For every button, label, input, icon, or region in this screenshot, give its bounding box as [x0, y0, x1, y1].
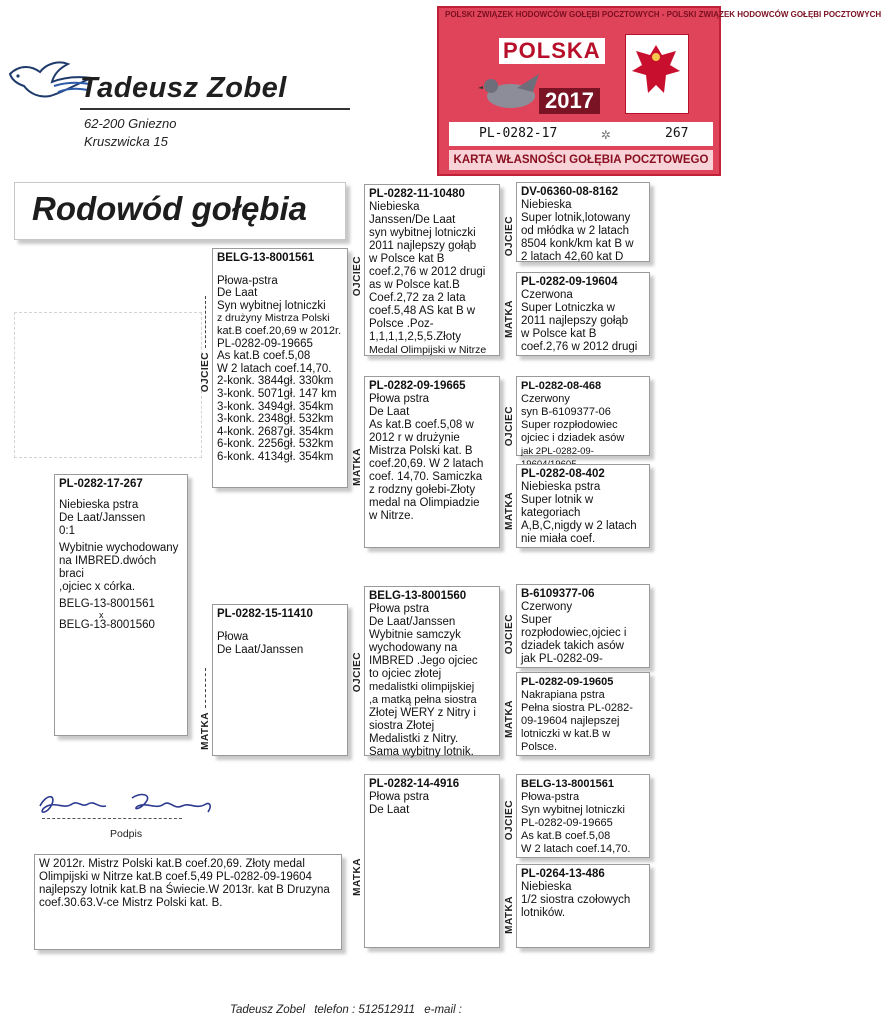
bird-line: lotniczki w kat.B w — [521, 728, 611, 740]
bird-line: w Nitrze. — [369, 510, 414, 522]
bird-line: Niebieska pstra — [521, 481, 601, 493]
bird-line: 2-konk. 3844gł. 330km — [217, 375, 334, 388]
bird-line: 09-19604 najlepszej — [521, 715, 620, 727]
bird-ring-id: PL-0264-13-486 — [521, 868, 605, 880]
bird-line: w Polsce kat B — [369, 253, 445, 265]
bird-line: siostra Złotej — [369, 720, 435, 732]
bird-ring-id: BELG-13-8001560 — [369, 590, 467, 602]
address-city: 62-200 Gniezno — [84, 116, 177, 131]
bird-line: coef.2,76 w 2012 drugi — [369, 266, 486, 278]
matka-label: MATKA — [504, 300, 515, 338]
bird-line: De Laat/Janssen — [369, 616, 456, 628]
bird-line: rozpłodowiec,ojciec i — [521, 627, 627, 639]
bird-line: Złotej WERY z Nitry i — [369, 707, 476, 719]
bird-line: A,B,C,nigdy w 2 latach — [521, 520, 637, 532]
connector-line — [205, 296, 206, 348]
bird-line: As kat.B coef.5,08 w — [369, 419, 474, 431]
bird-line: Syn wybitnej lotniczki — [217, 299, 326, 312]
bird-line: lotników. — [521, 907, 566, 919]
ojciec-label: OJCIEC — [504, 216, 515, 257]
bird-line: 3-konk. 5071gł. 147 km — [217, 387, 337, 400]
address-street: Kruszwicka 15 — [84, 134, 168, 149]
photo-placeholder — [14, 312, 202, 458]
stamp-ring-text: POLSKI ZWIĄZEK HODOWCÓW GOŁĘBI POCZTOWYCH - POLSKI ZWIĄZEK HODOWCÓW GOŁĘBI POCZTOWYCH — [445, 10, 881, 19]
pedigree-dam-dam — [364, 774, 500, 948]
bird-line: 8504 konk/km kat B w — [521, 238, 634, 250]
bird-line: Niebieska pstra — [59, 499, 139, 511]
bird-line: 1,1,1,1,2,5,5.Złoty — [369, 331, 462, 343]
matka-label: MATKA — [352, 448, 363, 486]
bird-line: ,ojciec x córka. — [59, 581, 136, 593]
footer-email: e-mail : — [424, 1004, 462, 1016]
bird-line: De Laat/Janssen — [217, 644, 304, 656]
handwritten-signature — [36, 788, 216, 828]
bird-line: medalistki olimpijskiej — [369, 681, 475, 693]
bird-line: jak PL-0282-09- — [521, 653, 603, 665]
pigeon-icon — [477, 68, 541, 114]
bird-line: od młódka w 2 latach — [521, 225, 630, 237]
ojciec-label: OJCIEC — [504, 406, 515, 447]
bird-line: coef. 14,70. Samiczka — [369, 471, 483, 483]
bird-line: 2011 najlepszy gołąb — [521, 315, 629, 327]
bird-line: 2 latach 42,60 kat D — [521, 251, 624, 263]
bird-line: Janssen/De Laat — [369, 214, 456, 226]
bird-line: 2011 najlepszy gołąb — [369, 240, 477, 252]
bird-line: z rodzny gołebi-Złoty — [369, 484, 476, 496]
bird-line: Płowa-pstra — [521, 791, 580, 803]
bird-line: BELG-13-8001561 — [59, 598, 155, 610]
bird-line: wychodowany na — [369, 642, 458, 654]
bird-line: As kat.B coef.5,08 — [217, 350, 311, 363]
footer-name: Tadeusz Zobel — [230, 1004, 306, 1016]
bird-line: 3-konk. 2348gł. 532km — [217, 413, 334, 426]
bird-line: Polsce. — [521, 741, 558, 753]
bird-line: PL-0282-09-19665 — [521, 817, 613, 829]
bird-line: 6-konk. 2256gł. 532km — [217, 438, 334, 451]
pedigree-sds — [516, 376, 650, 456]
bird-line: 0:1 — [59, 525, 75, 537]
bird-line: Płowa pstra — [369, 393, 430, 405]
note-text: W 2012r. Mistrz Polski kat.B coef.20,69. Złoty medal Olimpijski w Nitrze kat.B coef.5,49 PL-0282-09-19604 najlepszy lotnik kat.B na Świecie.W 2013r. kat B Druzyna coef.30.63.V-ce Mistrz Polski kat. B. — [39, 858, 334, 909]
pedigree-sire — [212, 248, 348, 488]
bird-line: Niebieska — [369, 201, 420, 213]
bird-line: Super rozpłodowiec — [521, 419, 618, 431]
bird-line: jak 2PL-0282-09- — [521, 446, 594, 457]
bird-line: ojciec i dziadek asów — [521, 432, 625, 444]
bird-line: Niebieska — [521, 881, 572, 893]
pedigree-dsd — [516, 672, 650, 756]
bird-line: medal na Olimpiadzie — [369, 497, 480, 509]
pedigree-sdd — [516, 464, 650, 548]
pedigree-ddd — [516, 864, 650, 948]
bird-line: dziadek takich asów — [521, 640, 624, 652]
bird-line: W 2 latach coef.14,70. — [521, 843, 631, 855]
bird-line: z drużyny Mistrza Polski — [217, 312, 330, 325]
bird-line: syn B-6109377-06 — [521, 406, 611, 418]
bird-ring-id: PL-0282-14-4916 — [369, 778, 460, 790]
bird-ring-id: PL-0282-08-468 — [521, 380, 602, 392]
pedigree-dam-sire — [364, 586, 500, 756]
bird-ring-id: BELG-13-8001561 — [521, 778, 614, 790]
ownership-card-stamp — [437, 6, 881, 176]
bird-line: nie miała coef. — [521, 533, 596, 545]
matka-label: MATKA — [504, 700, 515, 738]
matka-label: MATKA — [200, 712, 211, 750]
signature-line — [42, 818, 182, 819]
stamp-symbol-icon: ✲ — [601, 124, 611, 143]
bird-line: Coef.2,72 za 2 lata — [369, 292, 466, 304]
footer-contact — [230, 1004, 468, 1016]
bird-ring-id: PL-0282-09-19665 — [369, 380, 466, 392]
bird-line: 1/2 siostra czołowych — [521, 894, 631, 906]
matka-label: MATKA — [504, 492, 515, 530]
ojciec-label: OJCIEC — [352, 652, 363, 693]
bird-line: PL-0282-09-19665 — [217, 337, 313, 350]
bird-line: Mistrza Polski kat. B — [369, 445, 473, 457]
bird-line: Medalistki z Nitry. — [369, 733, 459, 745]
bird-line: na IMBRED.dwóch braci — [59, 555, 160, 580]
bird-line: Płowa pstra — [369, 603, 430, 615]
bird-line: De Laat/Janssen — [59, 512, 146, 524]
bird-line: Płowa — [217, 631, 249, 643]
pedigree-dam — [212, 604, 348, 756]
stamp-ring-band — [449, 122, 713, 146]
bird-line: Płowa pstra — [369, 791, 430, 803]
bird-line: Sama wybitny lotnik. — [369, 746, 474, 758]
matka-label: MATKA — [352, 858, 363, 896]
bird-line: W 2 latach coef.14,70. — [217, 362, 332, 375]
ojciec-label: OJCIEC — [200, 352, 211, 393]
pedigree-dds — [516, 774, 650, 858]
brand-underline — [80, 108, 350, 110]
pedigree-sire-dam — [364, 376, 500, 548]
bird-line: Czerwony — [521, 601, 573, 613]
ojciec-label: OJCIEC — [352, 256, 363, 297]
bird-line: Super lotnik w — [521, 494, 594, 506]
bird-line: De Laat — [369, 406, 410, 418]
stamp-ring-id: PL-0282-17 — [479, 126, 558, 141]
bird-ring-id: PL-0282-08-402 — [521, 468, 605, 480]
bird-ring-id: BELG-13-8001561 — [217, 252, 315, 264]
ojciec-label: OJCIEC — [504, 614, 515, 655]
bird-line: Syn wybitnej lotniczki — [521, 804, 625, 816]
bird-line: coef.2,76 w 2012 drugi — [521, 341, 638, 353]
bird-line: kat.B coef.20,69 w 2012r. — [217, 324, 342, 337]
bird-line: 2012 r w drużynie — [369, 432, 460, 444]
bird-line: as w Polsce kat.B — [369, 279, 460, 291]
bird-line: to ojciec złotej — [369, 668, 442, 680]
bird-line: Super lotnik,lotowany — [521, 212, 631, 224]
bird-ring-id: PL-0282-15-11410 — [217, 608, 313, 620]
ojciec-label: OJCIEC — [504, 800, 515, 841]
bird-line: Nakrapiana pstra — [521, 689, 605, 701]
matka-label: MATKA — [504, 896, 515, 934]
stamp-year: 2017 — [539, 88, 600, 114]
bird-line: coef.5,48 AS kat B w — [369, 305, 476, 317]
bird-line: IMBRED .Jego ojciec — [369, 655, 478, 667]
page-title: Rodowód gołębia — [32, 190, 307, 227]
stamp-card-label: KARTA WŁASNOŚCI GOŁĘBIA POCZTOWEGO — [449, 150, 713, 170]
bird-line: 4-konk. 2687gł. 354km — [217, 425, 334, 438]
bird-line: Pełna siostra PL-0282- — [521, 702, 633, 714]
bird-ring-id: PL-0282-09-19605 — [521, 676, 614, 688]
connector-line — [205, 668, 206, 708]
pedigree-sss — [516, 182, 650, 262]
bird-line: Wybitnie wychodowany — [59, 542, 179, 554]
bird-line: Medal Olimpijski w Nitrze — [369, 344, 487, 356]
bird-line: As kat.B coef.5,08 — [521, 830, 611, 842]
bird-line: Czerwony — [521, 393, 570, 405]
pedigree-sire-sire — [364, 184, 500, 356]
pedigree-dss — [516, 584, 650, 668]
bird-line: x — [99, 610, 104, 620]
stamp-number: 267 — [665, 126, 689, 141]
pedigree-subject — [54, 474, 188, 736]
bird-line: Super — [521, 614, 552, 626]
bird-ring-id: PL-0282-11-10480 — [369, 188, 465, 200]
bird-line: 3-konk. 3494gł. 354km — [217, 400, 334, 413]
signature-label: Podpis — [110, 828, 143, 840]
bird-line: syn wybitnej lotniczki — [369, 227, 476, 239]
achievements-note — [34, 854, 342, 950]
bird-line: Czerwona — [521, 289, 573, 301]
bird-line: Płowa-pstra — [217, 274, 278, 287]
bird-line: BELG-13-8001560 — [59, 619, 155, 631]
bird-line: De Laat — [217, 287, 258, 300]
polish-eagle-icon — [625, 34, 689, 114]
bird-line: kategoriach — [521, 507, 581, 519]
bird-ring-id: PL-0282-17-267 — [59, 478, 143, 490]
stamp-country: POLSKA — [499, 38, 605, 64]
bird-line: coef.20,69. W 2 latach — [369, 458, 484, 470]
bird-line: De Laat — [369, 804, 410, 816]
pedigree-ssd — [516, 272, 650, 356]
brand-name: Tadeusz Zobel — [80, 72, 287, 104]
bird-line: w Polsce kat B — [521, 328, 597, 340]
bird-line: 6-konk. 4134gł. 354km — [217, 450, 334, 463]
bird-ring-id: B-6109377-06 — [521, 588, 595, 600]
bird-line: ,a matką pełna siostra — [369, 694, 477, 706]
bird-line: Niebieska — [521, 199, 572, 211]
bird-line: Wybitnie samczyk — [369, 629, 461, 641]
bird-ring-id: DV-06360-08-8162 — [521, 186, 619, 198]
footer-phone: telefon : 512512911 — [314, 1004, 416, 1016]
bird-line: Super Lotniczka w — [521, 302, 615, 314]
bird-line: Polsce .Poz- — [369, 318, 434, 330]
bird-ring-id: PL-0282-09-19604 — [521, 276, 618, 288]
